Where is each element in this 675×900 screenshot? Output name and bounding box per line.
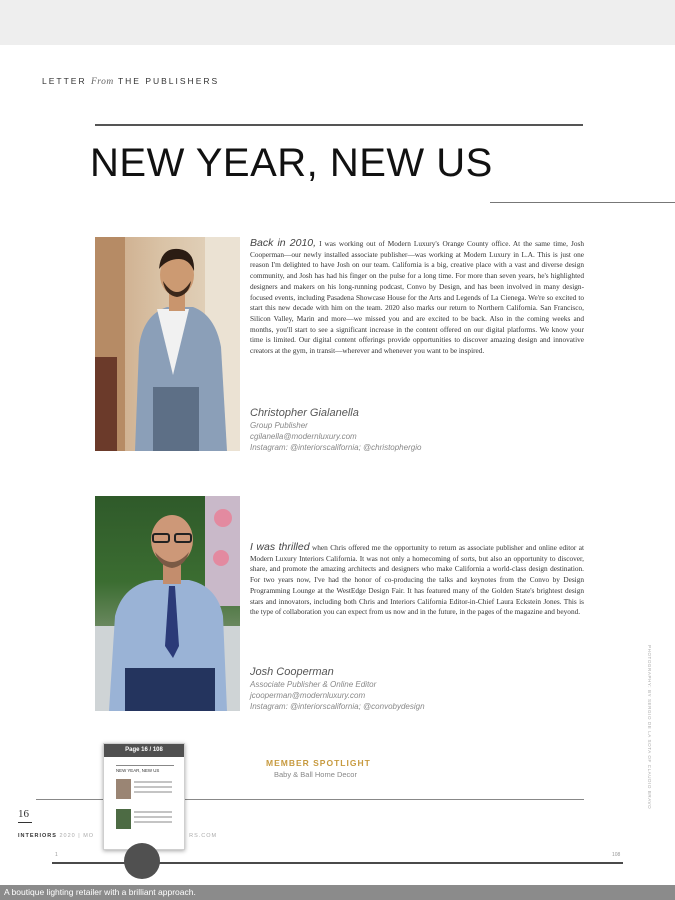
preview-text-line [134, 791, 172, 793]
signature-role: Group Publisher [250, 421, 308, 430]
kicker-letter: LETTER [42, 76, 87, 86]
preview-rule [116, 765, 174, 766]
page-preview-popup [103, 743, 185, 850]
magazine-page [0, 45, 675, 885]
preview-photo [116, 809, 131, 829]
top-bar [0, 0, 675, 45]
preview-text-line [134, 786, 172, 788]
footer-site: RS.COM [189, 833, 218, 839]
signature-role: Associate Publisher & Online Editor [250, 680, 377, 689]
letter-body: when Chris offered me the opportunity to return as associate publisher and online editor at Modern Luxury Interiors California. It was not only a homecoming of sorts, but also an opportunity to discover, share, and promote the amazing architects and designers who make California a world-class design destination. For two years now, I've had the honor of co-producing the talks and keynotes from the Convo by Design Programming Lounge at the WestEdge Design Fair. It has featured many of the Golden State's brightest design stars and innovators, including both Chris and Interiors California Editor-in-Chief Laura Eckstein Jones. This is the type of collaboration you can expect from us now and in the future, in the pages of the magazine and beyond. [250, 543, 584, 617]
footer-magazine: INTERIORS [18, 833, 57, 839]
kicker-from: From [90, 77, 114, 87]
caption-text: A boutique lighting retailer with a brilliant approach. [4, 887, 196, 897]
scrubber-thumb[interactable] [124, 843, 160, 879]
preview-page-label: Page 16 / 108 [104, 744, 184, 757]
caption-bar [0, 885, 675, 900]
scrubber-start-label: 1 [55, 852, 58, 858]
member-spotlight[interactable] [266, 758, 371, 779]
footer-issue: 2020 | MO [59, 833, 95, 839]
signature-email[interactable]: cgilanella@modernluxury.com [250, 432, 357, 441]
signature-name: Christopher Gialanella [250, 407, 359, 419]
signature-instagram: Instagram: @interiorscalifornia; @christophergio [250, 443, 422, 452]
page-title: NEW YEAR, NEW US [90, 141, 493, 185]
letter-lead: Back in 2010, [250, 237, 317, 249]
headline-rule [490, 202, 675, 203]
publisher-letter [250, 238, 584, 357]
associate-publisher-signature [250, 665, 425, 712]
kicker-publishers: THE PUBLISHERS [117, 76, 220, 86]
spotlight-title: MEMBER SPOTLIGHT [266, 758, 371, 768]
preview-text-line [134, 811, 172, 813]
spotlight-subtitle: Baby & Ball Home Decor [274, 770, 357, 779]
publisher-signature [250, 406, 421, 453]
page-number: 16 [18, 808, 29, 820]
signature-instagram: Instagram: @interiorscalifornia; @convobydesign [250, 702, 425, 711]
letter-lead: I was thrilled [250, 541, 310, 553]
scrubber-end-label: 108 [612, 852, 621, 858]
section-kicker [42, 76, 219, 87]
associate-publisher-letter [250, 542, 584, 618]
top-rule [95, 124, 583, 126]
preview-title: NEW YEAR, NEW US [116, 768, 160, 773]
preview-text-line [134, 781, 172, 783]
preview-text-line [134, 821, 172, 823]
associate-publisher-photo [95, 496, 240, 711]
preview-photo [116, 779, 131, 799]
photo-credit: PHOTOGRAPHY: BY SERGIO DE LA SOTA OF CLAUDIO BRAVO [647, 645, 652, 810]
preview-text-line [134, 816, 172, 818]
publisher-photo [95, 237, 240, 451]
letter-body: I was working out of Modern Luxury's Orange County office. At the same time, Josh Cooperman—our newly installed associate publisher—was working at Modern Luxury in L.A. This is just one reason I'm delighted to have Josh on our team. California is a big, creative place with a vast and diverse design community, and Josh has had his finger on the pulse for a long time. For more than seven years, he's highlighted designers and makers on his long-running podcast, Convo by Design, and has been involved in many design-focused events, including Pasadena Showcase House for the Arts and Legends of La Cienega. We're so excited to start this new decade with him on the team. 2020 also marks our return to Northern California. San Francisco, Silicon Valley, Marin and more—we missed you and are excited to be back. Also in the coming weeks and months, you'll start to see a significant increase in the content offered on our digital platforms. We know your time is limited. Our digital content offerings provide opportunities to discover amazing design and innovative creators at the gym, in transit—wherever and whenever you want to be inspired. [250, 239, 584, 356]
page-number-rule [18, 822, 32, 823]
signature-name: Josh Cooperman [250, 666, 334, 678]
signature-email[interactable]: jcooperman@modernluxury.com [250, 691, 366, 700]
